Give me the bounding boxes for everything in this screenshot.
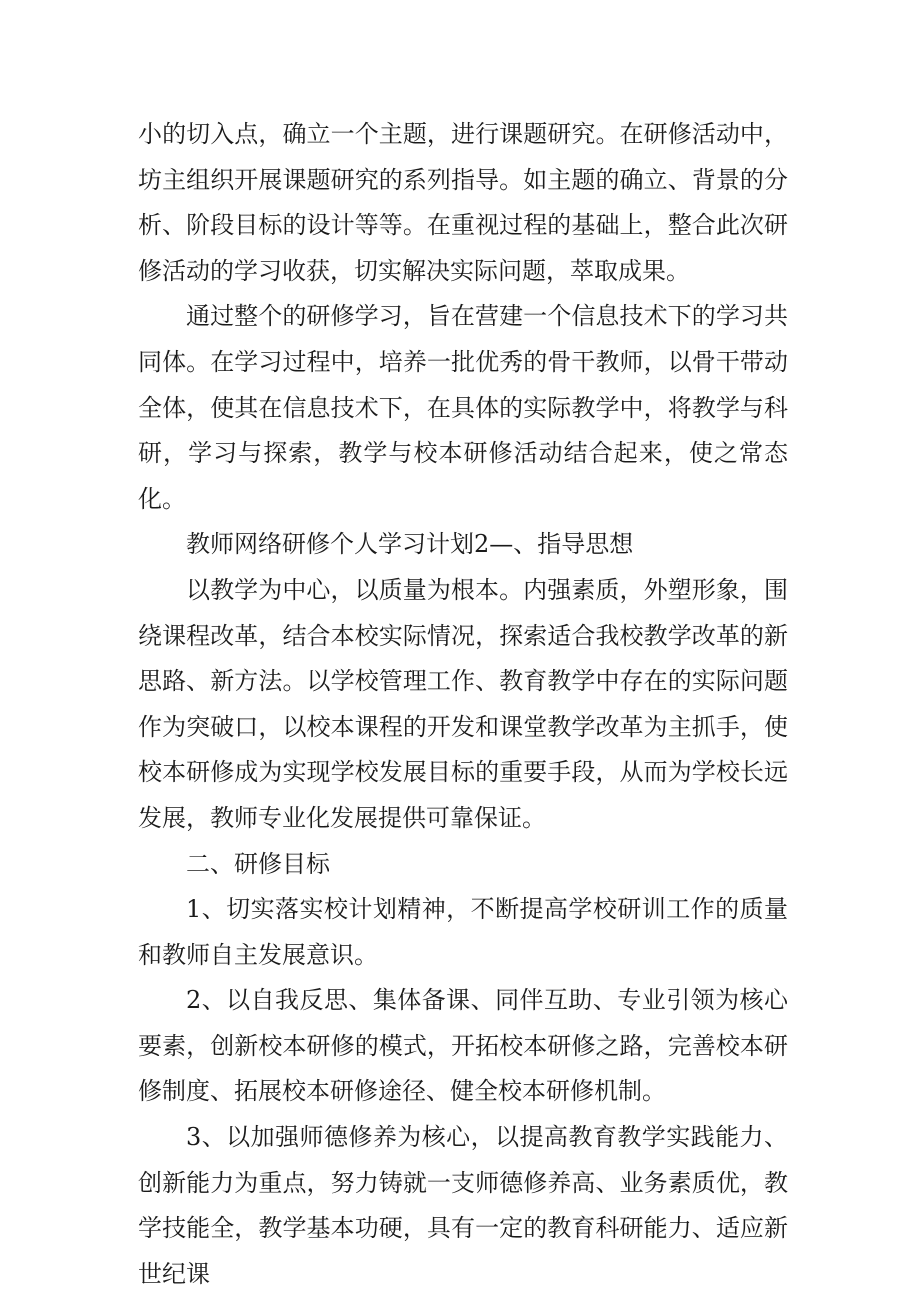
paragraph-learning-community: 通过整个的研修学习，旨在营建一个信息技术下的学习共同体。在学习过程中，培养一批优秀的骨干教师，以骨干带动全体，使其在信息技术下，在具体的实际教学中，将教学与科研，学习与探索，教学与校本研修活动结合起来，使之常态化。 (138, 302, 788, 513)
goal-item-3: 3、以加强师德修养为核心，以提高教育教学实践能力、创新能力为重点，努力铸就一支师德修养高、业务素质优，教学技能全，教学基本功硬，具有一定的教育科研能力、适应新世纪课 (138, 1123, 788, 1288)
goal-item-1: 1、切实落实校计划精神，不断提高学校研训工作的质量和教师自主发展意识。 (138, 895, 788, 969)
paragraph-continuation: 小的切入点，确立一个主题，进行课题研究。在研修活动中，坊主组织开展课题研究的系列指导。如主题的确立、背景的分析、阶段目标的设计等等。在重视过程的基础上，整合此次研修活动的学习收获，切实解决实际问题，萃取成果。 (138, 120, 788, 285)
paragraph-guiding-ideology: 以教学为中心，以质量为根本。内强素质，外塑形象，围绕课程改革，结合本校实际情况，探索适合我校教学改革的新思路、新方法。以学校管理工作、教育教学中存在的实际问题作为突破口，以校本课程的开发和课堂教学改革为主抓手，使校本研修成为实现学校发展目标的重要手段，从而为学校长远发展，教师专业化发展提供可靠保证。 (138, 575, 788, 832)
document-body (138, 112, 788, 1297)
section-heading-goals: 二、研修目标 (186, 849, 330, 878)
goal-item-2: 2、以自我反思、集体备课、同伴互助、专业引领为核心要素，创新校本研修的模式，开拓校本研修之路，完善校本研修制度、拓展校本研修途径、健全校本研修机制。 (138, 986, 788, 1106)
section-heading-plan-2: 教师网络研修个人学习计划2—、指导思想 (186, 530, 634, 559)
